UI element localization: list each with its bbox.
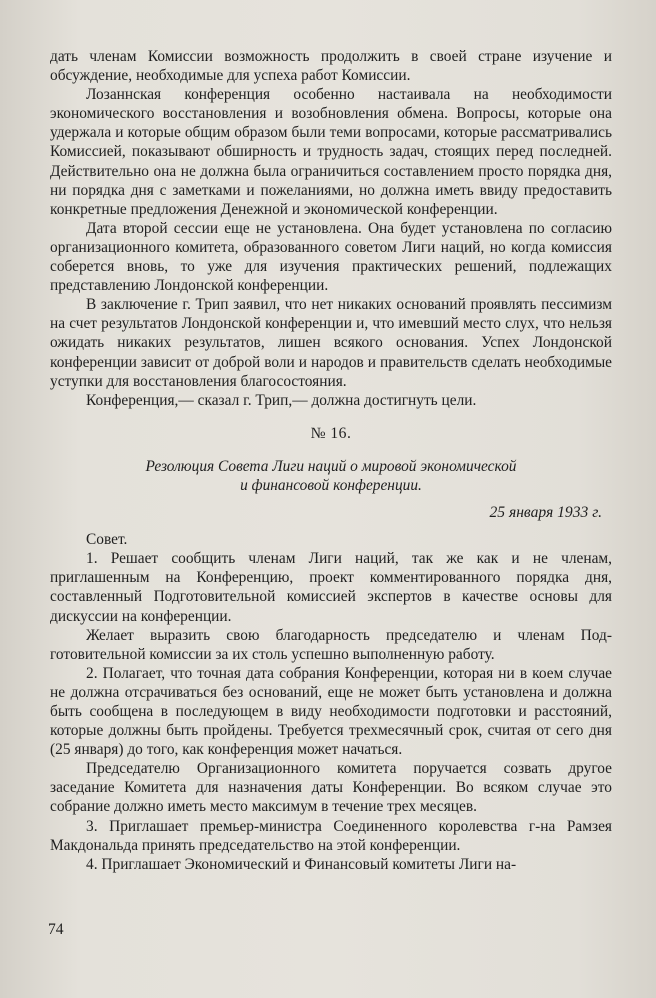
paragraph-item-2: 2. Полагает, что точная дата собрания Конференции, которая ни в коем случае не должна отсрачиваться без оснований, еще не может быть установлена и должна быть сообщена в последующем в виду необходимости подготовки и расстояний, которые должны быть пройдены. Требуется трехмесячный срок, считая от сего дня (25 января) до того, как конференция может начаться. (50, 664, 612, 759)
paragraph-lausanne-conference: Лозаннская конференция особенно настаивала на необходимости экономического восстановления и возобновления обмена. Вопросы, которые она удержала и которые общим образом были теми вопросами, которые рассматривались Комиссией, показывают обширность и трудность задач, стоящих перед последней. Действительно она не должна была ограничиться составлением просто порядка дня, ни порядка дня с заметками и пожеланиями, но должна иметь ввиду предоставить конкретные предложения Денежной и экономической конференции. (50, 86, 612, 218)
resolution-title-line-1: Резолюция Совета Лиги наций о мировой экономической (145, 457, 517, 475)
document-number: № 16. (310, 424, 352, 442)
paragraph-item-1: 1. Решает сообщить членам Лиги наций, так же как и не членам, приглашенным на Конференцию, проект комментированного порядка дня, составленный Подготовительной комиссией экспертов в качестве основы для дискуссии на конференции. (50, 550, 612, 625)
resolution-title (50, 457, 612, 495)
page-number: 74 (48, 921, 64, 938)
paragraph-item-3: 3. Приглашает премьер-министра Соединенного королевства г-на Рамзея Макдональда принять председательство на этой конференции. (50, 817, 612, 854)
paragraph-second-session: Дата второй сессии еще не установлена. Она будет установлена по согласию организационного комитета, образованного советом Лиги наций, но когда комиссия соберется вновь, то уже для изучения практических решений, подлежащих представлению Лондонской конференции. (50, 219, 612, 295)
paragraph-council: Совет. (86, 531, 128, 549)
paragraph-chairman: Председателю Организационного комитета поручается созвать другое заседание Комитета для назначения даты Конференции. Во всяком случае это собрание должно иметь место максимум в течение трех месяцев. (50, 760, 612, 816)
paragraph-continuation: дать членам Комиссии возможность продолжить в своей стране изучение и обсуждение, необходимые для успеха работ Комиссии. (50, 48, 612, 85)
paragraph-trip-quote: Конференция,— сказал г. Трип,— должна достигнуть цели. (86, 391, 477, 409)
resolution-title-line-2: и финансовой конференции. (240, 476, 422, 494)
paragraph-gratitude: Желает выразить свою благодарность председателю и членам Подготовительной комиссии за их столь успешно выполненную работу. (50, 626, 612, 663)
page-body (50, 47, 612, 874)
paragraph-item-4: 4. Приглашает Экономический и Финансовый комитеты Лиги на- (86, 855, 517, 873)
paragraph-conclusion: В заключение г. Трип заявил, что нет никаких оснований проявлять пессимизм на счет результатов Лондонской конференции и, что имевший место слух, что нельзя ожидать никаких результатов, лишен всякого основания. Успех Лондонской конференции зависит от доброй воли и народов и правительств сделать необходимые уступки для восстановления благосостояния. (50, 296, 612, 390)
resolution-date: 25 января 1933 г. (489, 504, 602, 522)
